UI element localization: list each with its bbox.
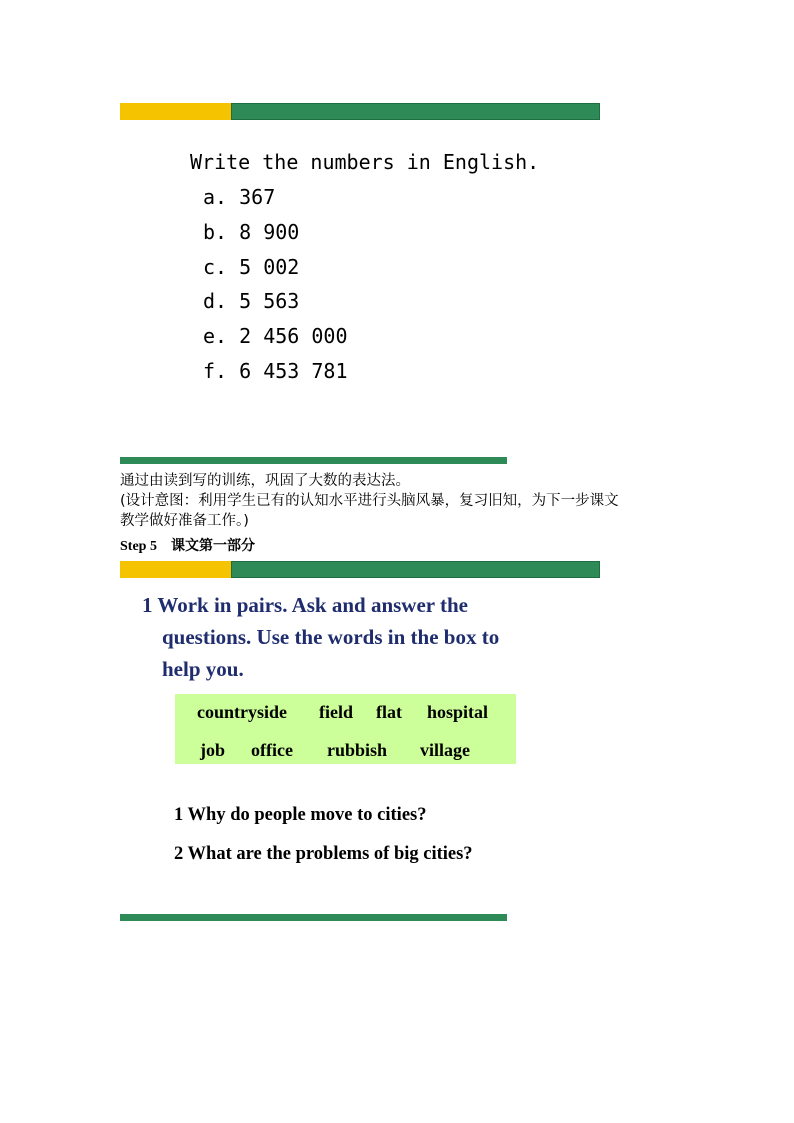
- exercise-item: [203, 219, 348, 254]
- exercise-item-label: e.: [203, 324, 228, 349]
- notes-line-3: 教学做好准备工作。): [120, 513, 249, 529]
- header-bar-green: [231, 561, 600, 578]
- step-label: Step 5: [120, 539, 157, 554]
- exercise-item-label: d.: [203, 289, 228, 314]
- notes-line-1: 通过由读到写的训练，巩固了大数的表达法。: [120, 473, 410, 489]
- exercise-item: [203, 254, 348, 289]
- exercise-item-value: 5 563: [239, 289, 300, 314]
- exercise-item-label: a.: [203, 185, 228, 209]
- question-2: 2 What are the problems of big cities?: [174, 844, 473, 864]
- header-bar-yellow: [120, 561, 231, 578]
- word-item: hospital: [427, 702, 489, 722]
- exercise-item: [203, 358, 348, 393]
- header-bar-top: [120, 103, 600, 120]
- exercise-item-value: 8 900: [239, 219, 300, 244]
- word-item: job: [200, 740, 226, 760]
- exercise-item: [203, 184, 348, 219]
- footer-bar-1: [120, 457, 507, 464]
- exercise-item: [203, 288, 348, 323]
- exercise-item-label: c.: [203, 254, 228, 279]
- exercise-item-label: f.: [203, 358, 228, 383]
- header-bar-top-2: [120, 561, 600, 578]
- word-box: [175, 694, 516, 764]
- word-item: rubbish: [327, 740, 388, 760]
- notes-line-2: (设计意图：利用学生已有的认知水平进行头脑风暴，复习旧知，为下一步课文: [120, 493, 619, 509]
- header-bar-yellow: [120, 103, 231, 120]
- task-line-3: help you.: [162, 657, 244, 681]
- step-heading: [120, 535, 255, 555]
- exercise-item-label: b.: [203, 219, 228, 244]
- word-item: village: [420, 740, 470, 760]
- header-bar-green: [231, 103, 600, 120]
- word-item: office: [251, 740, 293, 760]
- task-line-2: questions. Use the words in the box to: [162, 625, 500, 649]
- word-item: countryside: [197, 702, 287, 722]
- exercise-list: [203, 184, 348, 393]
- exercise-item: [203, 323, 348, 358]
- footer-bar-2: [120, 914, 507, 921]
- word-item: field: [319, 702, 353, 722]
- exercise-item-value: 2 456 000: [239, 324, 348, 349]
- task-line-1: 1 Work in pairs. Ask and answer the: [142, 593, 468, 617]
- exercise-item-value: 5 002: [239, 254, 300, 279]
- design-notes: [120, 471, 690, 531]
- exercise-item-value: 367: [239, 185, 276, 209]
- exercise-title: Write the numbers in English.: [190, 150, 540, 174]
- task-instructions: [142, 589, 499, 685]
- question-1: 1 Why do people move to cities?: [174, 805, 427, 825]
- step-title: 课文第一部分: [170, 539, 255, 554]
- word-item: flat: [376, 702, 402, 722]
- exercise-item-value: 6 453 781: [239, 358, 348, 383]
